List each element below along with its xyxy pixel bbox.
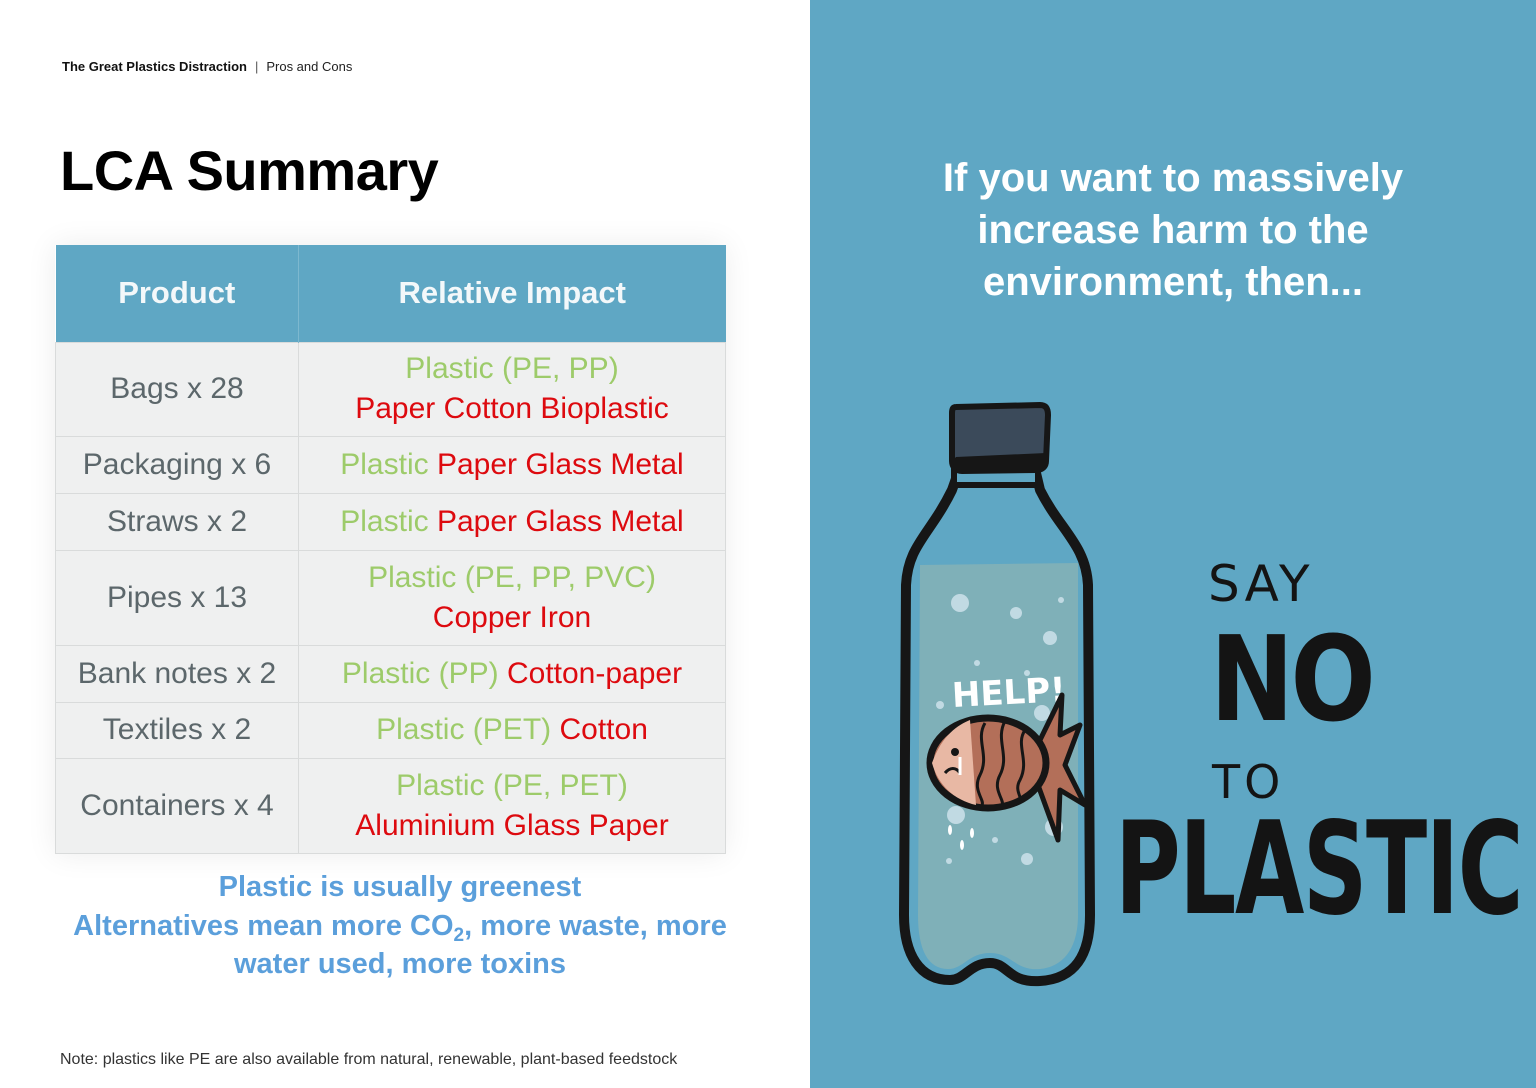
impact-cell <box>299 702 726 758</box>
alternative-options: Paper Glass Metal <box>436 447 684 481</box>
right-panel <box>810 0 1536 1088</box>
alternative-options: Paper Cotton Bioplastic <box>355 392 669 425</box>
breadcrumb-deck-title: The Great Plastics Distraction <box>62 59 247 74</box>
plastic-option: Plastic <box>340 447 429 481</box>
page-title: LCA Summary <box>60 139 439 202</box>
plastic-option: Plastic (PE, PP, PVC) <box>368 560 656 594</box>
product-cell: Bags x 28 <box>56 342 299 436</box>
heading-line-1: If you want to massively <box>942 156 1404 200</box>
plastic-option: Plastic (PE, PP) <box>405 352 619 385</box>
footnote: Note: plastics like PE are also available from natural, renewable, plant-based feedstock <box>60 1051 678 1068</box>
plastic-option: Plastic (PE, PET) <box>396 768 628 802</box>
table-row <box>56 436 726 493</box>
impact-cell <box>299 342 726 436</box>
product-cell: Straws x 2 <box>56 493 299 550</box>
takeaway-text <box>0 868 800 984</box>
co2-subscript: 2 <box>453 924 465 946</box>
alternative-options: Cotton-paper <box>506 656 683 690</box>
header-relative-impact: Relative Impact <box>299 245 726 342</box>
plastic-text: PLASTIC <box>1115 795 1523 944</box>
alternative-options: Copper Iron <box>432 600 592 634</box>
bottle-with-fish-icon <box>890 395 1120 995</box>
table-row <box>56 702 726 758</box>
product-cell: Pipes x 13 <box>56 550 299 645</box>
table-row <box>56 550 726 645</box>
plastic-option: Plastic (PET) <box>376 713 552 746</box>
to-text: TO <box>1212 755 1285 809</box>
plastic-option: Plastic (PP) <box>341 656 499 690</box>
table-row <box>56 493 726 550</box>
product-cell: Textiles x 2 <box>56 702 299 758</box>
alternative-options: Aluminium Glass Paper <box>355 808 669 842</box>
breadcrumb <box>62 59 352 74</box>
alternative-options: Cotton <box>559 713 648 746</box>
say-no-to-plastic-illustration <box>890 395 1523 995</box>
takeaway-line-2-end: , more waste, more <box>464 909 727 942</box>
takeaway-line-3: water used, more toxins <box>234 948 566 980</box>
no-text: NO <box>1210 610 1373 748</box>
product-cell: Containers x 4 <box>56 758 299 853</box>
table-header-row <box>56 245 726 342</box>
table-row <box>56 342 726 436</box>
impact-cell <box>299 550 726 645</box>
breadcrumb-separator: | <box>254 59 259 74</box>
impact-cell <box>299 436 726 493</box>
plastic-option: Plastic <box>340 504 429 538</box>
breadcrumb-section: Pros and Cons <box>266 59 353 74</box>
impact-cell <box>299 645 726 702</box>
takeaway-line-1: Plastic is usually greenest <box>218 871 582 903</box>
help-bubble-text: HELP! <box>950 670 1067 716</box>
lca-table-container <box>55 245 725 854</box>
takeaway-line-2-start: Alternatives mean more CO <box>73 909 454 942</box>
say-text: SAY <box>1208 555 1314 613</box>
product-cell: Bank notes x 2 <box>56 645 299 702</box>
table-row <box>56 645 726 702</box>
product-cell: Packaging x 6 <box>56 436 299 493</box>
takeaway-line-2 <box>0 907 800 946</box>
impact-cell <box>299 758 726 853</box>
heading-line-2: increase harm to the <box>977 208 1369 252</box>
right-heading <box>810 152 1536 308</box>
header-product: Product <box>56 245 299 342</box>
alternative-options: Paper Glass Metal <box>436 504 684 538</box>
impact-cell <box>299 493 726 550</box>
table-row <box>56 758 726 853</box>
heading-line-3: environment, then... <box>982 260 1364 304</box>
lca-table <box>55 245 726 854</box>
